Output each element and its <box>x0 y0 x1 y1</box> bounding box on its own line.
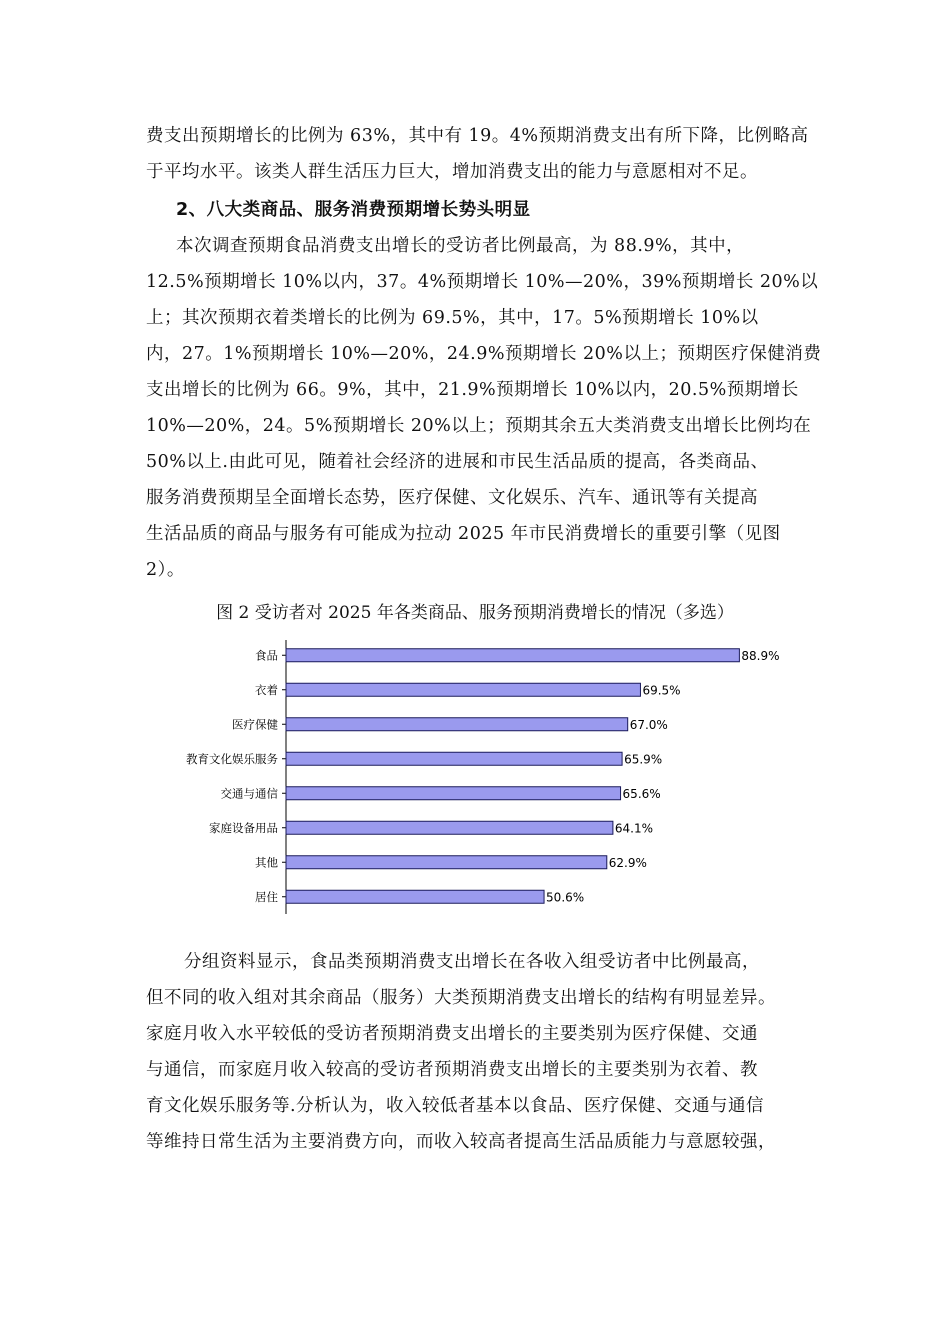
value-label: 50.6% <box>546 890 585 905</box>
value-label: 88.9% <box>741 648 780 663</box>
paragraph2-line: 12.5%预期增长 10%以内，37。4%预期增长 10%—20%，39%预期增长 20%以 <box>146 272 819 292</box>
bar <box>286 649 739 662</box>
category-label: 交通与通信 <box>220 786 278 801</box>
bar <box>286 752 622 765</box>
paragraph2-line: 内，27。1%预期增长 10%—20%，24.9%预期增长 20%以上；预期医疗保健消费 <box>146 344 822 364</box>
bar <box>286 890 544 903</box>
paragraph3-line: 家庭月收入水平较低的受访者预期消费支出增长的主要类别为医疗保健、交通 <box>146 1024 758 1044</box>
category-label: 居住 <box>255 889 278 904</box>
value-label: 64.1% <box>614 821 654 836</box>
paragraph2-line: 10%—20%，24。5%预期增长 20%以上；预期其余五大类消费支出增长比例均在 <box>146 416 812 436</box>
paragraph3-line: 与通信，而家庭月收入较高的受访者预期消费支出增长的主要类别为衣着、教 <box>146 1060 758 1080</box>
paragraph3-line: 等维持日常生活为主要消费方向，而收入较高者提高生活品质能力与意愿较强， <box>146 1132 776 1152</box>
value-label: 62.9% <box>608 855 647 870</box>
category-label: 衣着 <box>255 682 278 697</box>
value-label: 65.9% <box>624 752 663 767</box>
paragraph2-line: 本次调查预期食品消费支出增长的受访者比例最高，为 88.9%，其中， <box>176 236 745 256</box>
paragraph2-line: 50%以上.由此可见，随着社会经济的进展和市民生活品质的提高，各类商品、 <box>146 452 769 472</box>
figure-caption: 图 2 受访者对 2025 年各类商品、服务预期消费增长的情况（多选） <box>216 603 734 623</box>
paragraph1-line: 于平均水平。该类人群生活压力巨大，增加消费支出的能力与意愿相对不足。 <box>146 162 758 182</box>
category-label: 其他 <box>255 855 278 870</box>
paragraph3-line: 但不同的收入组对其余商品（服务）大类预期消费支出增长的结构有明显差异。 <box>146 988 776 1008</box>
paragraph3-line: 分组资料显示，食品类预期消费支出增长在各收入组受访者中比例最高， <box>184 952 760 972</box>
value-label: 69.5% <box>642 683 681 698</box>
category-label: 家庭设备用品 <box>209 820 278 835</box>
paragraph2-line: 支出增长的比例为 66。9%，其中，21.9%预期增长 10%以内，20.5%预期增长 <box>146 380 799 400</box>
bar <box>286 718 628 731</box>
paragraph1-line: 费支出预期增长的比例为 63%，其中有 19。4%预期消费支出有所下降，比例略高 <box>146 126 809 146</box>
paragraph2-line: 上；其次预期衣着类增长的比例为 69.5%，其中，17。5%预期增长 10%以 <box>146 308 759 328</box>
paragraph2-line: 服务消费预期呈全面增长态势，医疗保健、文化娱乐、汽车、通讯等有关提高 <box>146 488 758 508</box>
bar-chart <box>150 636 810 914</box>
category-label: 食品 <box>255 648 278 663</box>
bar <box>286 787 621 800</box>
paragraph2-line: 生活品质的商品与服务有可能成为拉动 2025 年市民消费增长的重要引擎（见图 <box>146 524 781 544</box>
category-label: 教育文化娱乐服务 <box>186 751 278 766</box>
paragraph3-line: 育文化娱乐服务等.分析认为，收入较低者基本以食品、医疗保健、交通与通信 <box>146 1096 765 1116</box>
bar <box>286 821 613 834</box>
section-heading: 2、八大类商品、服务消费预期增长势头明显 <box>176 200 531 220</box>
bar <box>286 683 640 696</box>
bar <box>286 856 607 869</box>
paragraph2-line: 2）。 <box>146 560 185 580</box>
category-label: 医疗保健 <box>232 717 278 732</box>
value-label: 67.0% <box>629 717 668 732</box>
value-label: 65.6% <box>622 786 661 801</box>
